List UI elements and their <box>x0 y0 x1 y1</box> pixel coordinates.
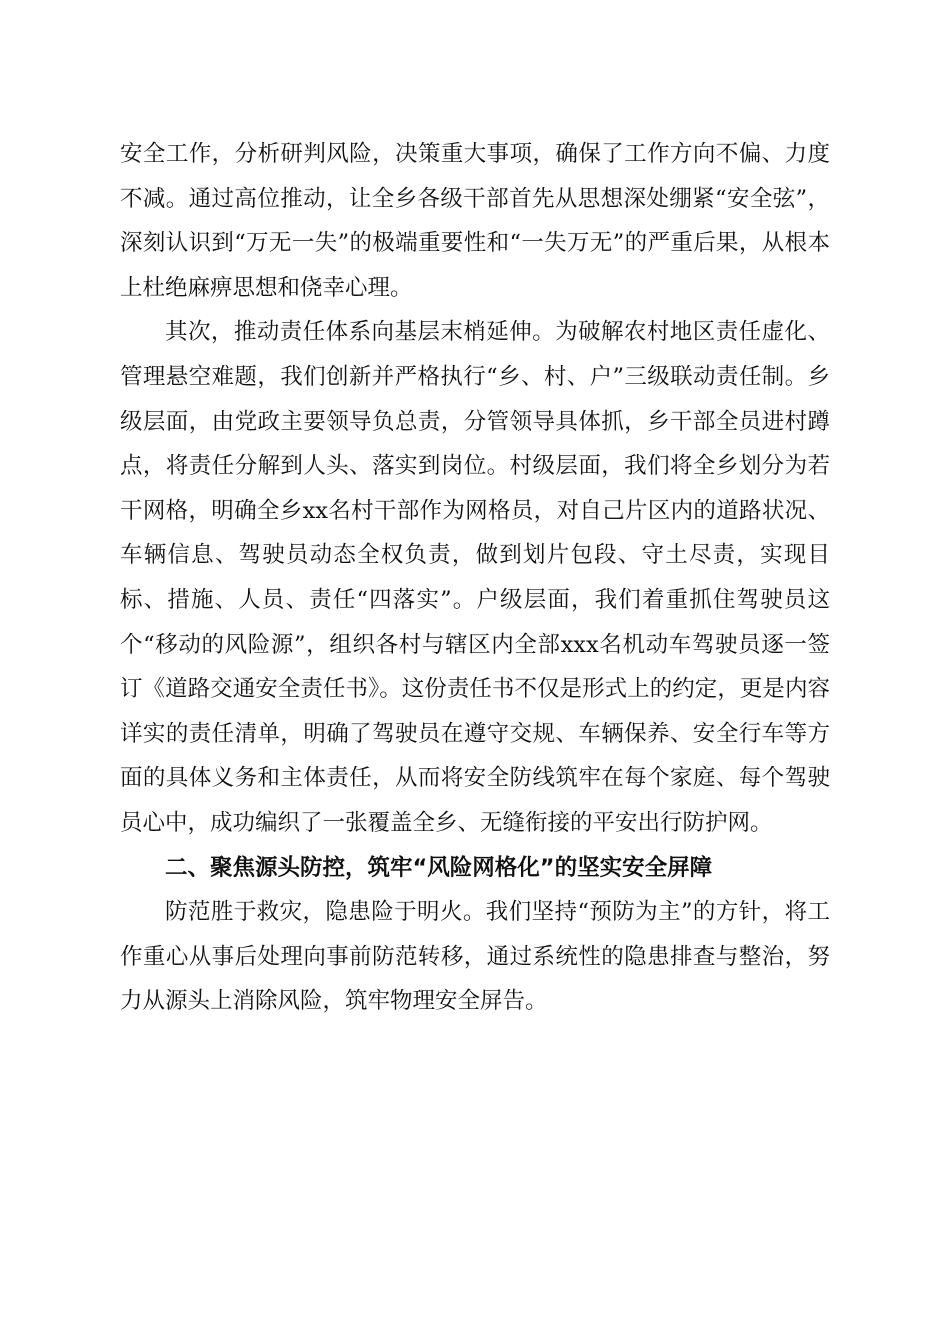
section-heading-2: 二、聚焦源头防控，筑牢“风险网格化”的坚实安全屏障 <box>165 854 713 881</box>
paragraph-source-prevention: 防范胜于救灾，隐患险于明火。我们坚持“预防为主”的方针，将工作重心从事后处理向事前防范转移，通过系统性的隐患排查与整治，努力从源头上消除风险，筑牢物理安全屏告。 <box>120 899 830 1015</box>
document-body <box>120 132 830 1024</box>
paragraph-continuation: 安全工作，分析研判风险，决策重大事项，确保了工作方向不偏、力度不减。通过高位推动，让全乡各级干部首先从思想深处绷紧“安全弦”，深刻认识到“万无一失”的极端重要性和“一失万无”的严重后果，从根本上杜绝麻痹思想和侥幸心理。 <box>120 141 830 301</box>
paragraph-responsibility-system: 其次，推动责任体系向基层末梢延伸。为破解农村地区责任虚化、管理悬空难题，我们创新并严格执行“乡、村、户”三级联动责任制。乡级层面，由党政主要领导负总责，分管领导具体抓，乡干部全员进村蹲点，将责任分解到人头、落实到岗位。村级层面，我们将全乡划分为若干网格，明确全乡xx名村干部作为网格员，对自己片区内的道路状况、车辆信息、驾驶员动态全权负责，做到划片包段、守土尽责，实现目标、措施、人员、责任“四落实”。户级层面，我们着重抓住驾驶员这个“移动的风险源”，组织各村与辖区内全部xxx名机动车驾驶员逐一签订《道路交通安全责任书》。这份责任书不仅是形式上的约定，更是内容详实的责任清单，明确了驾驶员在遵守交规、车辆保养、安全行车等方面的具体义务和主体责任，从而将安全防线筑牢在每个家庭、每个驾驶员心中，成功编织了一张覆盖全乡、无缝衔接的平安出行防护网。 <box>120 319 830 836</box>
